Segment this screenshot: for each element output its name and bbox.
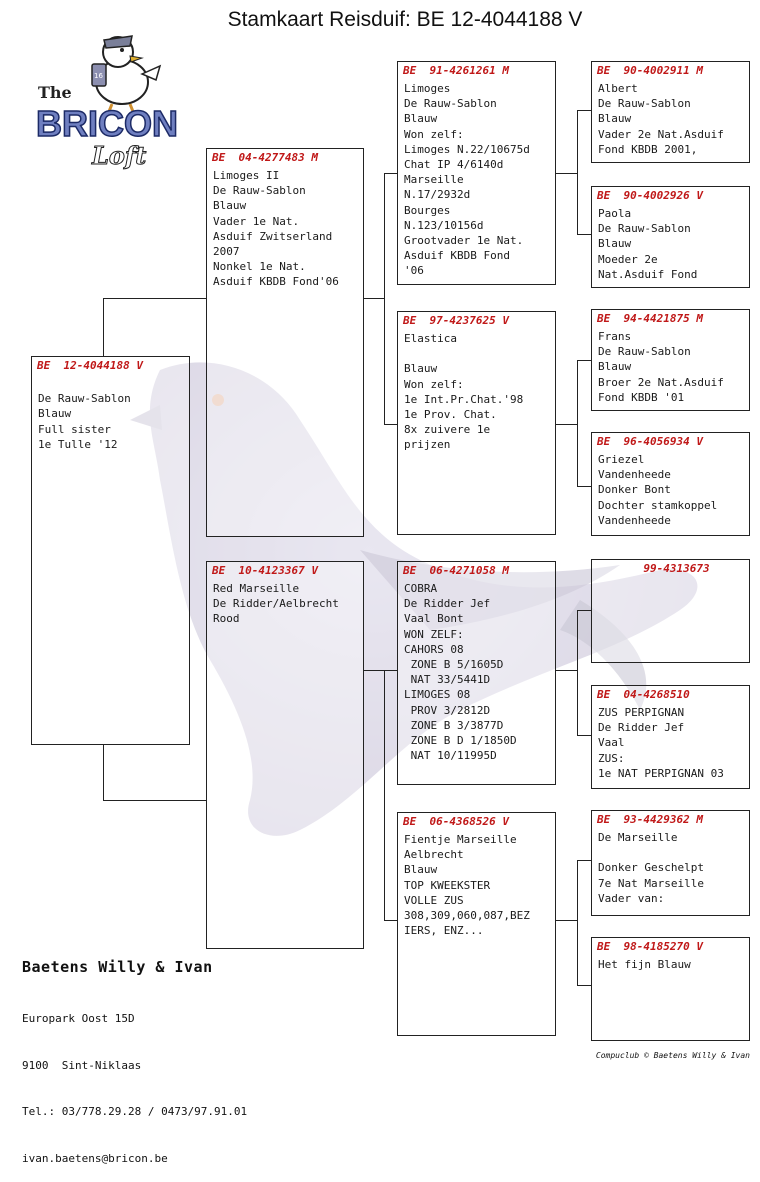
connector [555,173,577,174]
pedigree-card-ssd [591,186,750,288]
owner-name: Baetens Willy & Ivan [22,958,213,976]
pedigree-card-sdd [591,432,750,536]
pedigree-card-dam-dam [397,812,556,1036]
card-details: Frans De Rauw-Sablon Blauw Broer 2e Nat.Asduif Fond KBDB '01 [598,330,724,404]
page-title: Stamkaart Reisduif: BE 12-4044188 V [227,8,583,31]
card-details: Griezel Vandenheede Donker Bont Dochter stamkoppel Vandenheede [598,453,718,527]
ring-number: BE 12-4044188 V [37,359,143,372]
ring-number: 99-4313673 [597,562,710,575]
copyright-note: Compuclub © Baetens Willy & Ivan [595,1051,750,1060]
owner-address: Europark Oost 15D [22,1012,135,1025]
pedigree-card-sds [591,309,750,411]
logo-brand: BRICON [36,103,178,144]
connector [555,670,577,671]
pedigree-card-dam-sire [397,561,556,785]
pedigree-card-sss [591,61,750,163]
card-details: Limoges II De Rauw-Sablon Blauw Vader 1e Nat. Asduif Zwitserland 2007 Nonkel 1e Nat. Asduif KBDB Fond'06 [213,169,339,289]
bricon-loft-logo [30,22,200,182]
connector [384,670,398,671]
ring-number: BE 91-4261261 M [403,64,509,77]
card-details: Limoges De Rauw-Sablon Blauw Won zelf: Limoges N.22/10675d Chat IP 4/6140d Marseille N.17/2932d Bourges N.123/10156d Grootvader 1e Nat. Asduif KBDB Fond '06 [404,82,530,278]
pedigree-card-ddd [591,937,750,1041]
pedigree-card-sire-sire [397,61,556,285]
ring-number: BE 06-4368526 V [403,815,509,828]
connector [577,985,592,986]
connector [577,234,592,235]
ring-number: BE 04-4277483 M [212,151,318,164]
connector [384,424,398,425]
logo-badge: 16 [94,72,103,80]
card-details: Elastica Blauw Won zelf: 1e Int.Pr.Chat.'98 1e Prov. Chat. 8x zuivere 1e prijzen [404,332,524,452]
card-details: COBRA De Ridder Jef Vaal Bont WON ZELF: CAHORS 08 ZONE B 5/1605D NAT 33/5441D LIMOGES 08 PROV 3/2812D ZONE B 3/3877D ZONE B D 1/1850D NAT 10/11995D [404,582,517,763]
ring-number: BE 93-4429362 M [597,813,703,826]
connector [577,110,592,111]
card-details: ZUS PERPIGNAN De Ridder Jef Vaal ZUS: 1e NAT PERPIGNAN 03 [598,706,724,780]
connector [103,744,104,800]
connector [577,360,578,486]
ring-number: BE 96-4056934 V [597,435,703,448]
card-details: Het fijn Blauw [598,958,691,971]
card-details: Paola De Rauw-Sablon Blauw Moeder 2e Nat.Asduif Fond [598,207,698,281]
connector [577,360,592,361]
connector [577,735,592,736]
connector [577,486,592,487]
owner-email: ivan.baetens@bricon.be [22,1151,168,1165]
pedigree-card-subject [31,356,190,745]
ring-number: BE 90-4002911 M [597,64,703,77]
card-details: Fientje Marseille Aelbrecht Blauw TOP KWEEKSTER VOLLE ZUS 308,309,060,087,BEZ IERS, ENZ... [404,833,530,938]
connector [577,610,592,611]
connector [384,670,385,920]
ring-number: BE 97-4237625 V [403,314,509,327]
connector [103,800,207,801]
connector [384,173,398,174]
connector [577,610,578,735]
owner-contact [22,980,247,1182]
connector [577,860,592,861]
pedigree-card-dam [206,561,364,949]
owner-city: 9100 Sint-Niklaas [22,1058,142,1072]
connector [363,670,384,671]
connector [103,298,104,357]
connector [577,860,578,985]
ring-number: BE 04-4268510 [597,688,690,701]
connector [103,298,207,299]
logo-sub: Loft [92,141,147,170]
pedigree-card-dss [591,559,750,663]
connector [555,920,577,921]
ring-number: BE 98-4185270 V [597,940,703,953]
connector [384,173,385,424]
card-details: De Rauw-Sablon Blauw Full sister 1e Tulle '12 [38,392,131,451]
connector [555,424,577,425]
pedigree-card-sire [206,148,364,537]
pedigree-card-dds [591,810,750,916]
connector [363,298,384,299]
card-details: Red Marseille De Ridder/Aelbrecht Rood [213,582,339,626]
pedigree-card-dsd [591,685,750,789]
card-details: Albert De Rauw-Sablon Blauw Vader 2e Nat.Asduif Fond KBDB 2001, [598,82,724,156]
ring-number: BE 10-4123367 V [212,564,318,577]
connector [384,920,398,921]
owner-phone: Tel.: 03/778.29.28 / 0473/97.91.01 [22,1105,248,1118]
ring-number: BE 94-4421875 M [597,312,703,325]
card-details: De Marseille Donker Geschelpt 7e Nat Marseille Vader van: [598,831,704,905]
ring-number: BE 90-4002926 V [597,189,703,202]
ring-number: BE 06-4271058 M [403,564,509,577]
connector [577,110,578,234]
logo-the: The [38,83,72,102]
pedigree-card-sire-dam [397,311,556,535]
